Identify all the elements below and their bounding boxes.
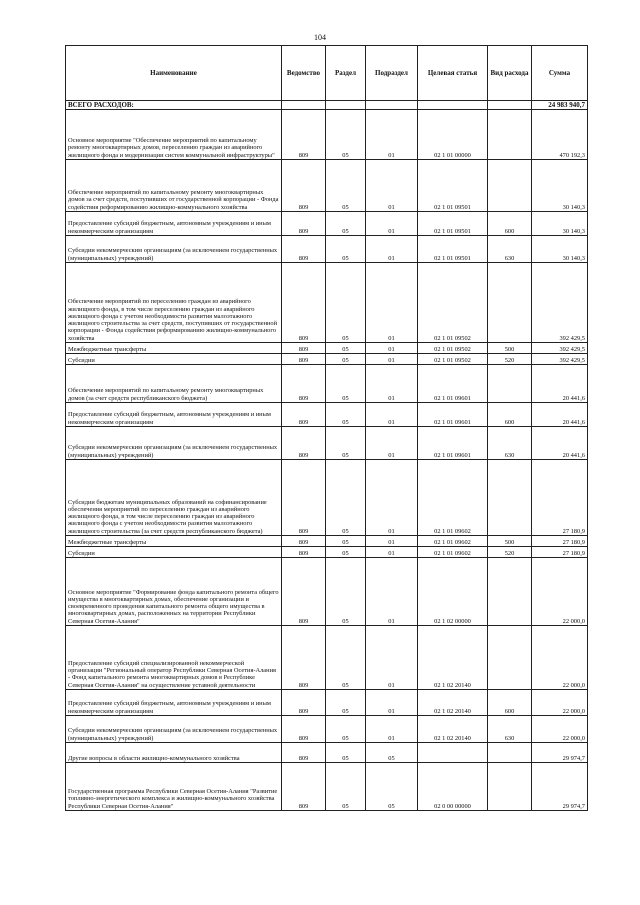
cell-name: Субсидии некоммерческим организациям (за исключением государственных (муниципальных) учреждений) [66, 716, 282, 743]
cell-razdel: 05 [326, 558, 366, 626]
cell-ved: 809 [282, 626, 326, 690]
cell-vid: 520 [488, 354, 532, 365]
cell-ved: 809 [282, 558, 326, 626]
cell-cel: 02 1 01 09501 [418, 212, 488, 236]
cell-vid [488, 160, 532, 212]
cell-vid: 630 [488, 236, 532, 263]
table-row [66, 160, 588, 212]
cell-cel [418, 101, 488, 110]
cell-ved: 809 [282, 690, 326, 716]
cell-razdel: 05 [326, 743, 366, 763]
table-row [66, 236, 588, 263]
table-row [66, 690, 588, 716]
cell-razdel [326, 101, 366, 110]
cell-podrazdel: 01 [366, 547, 418, 558]
cell-name: Обеспечение мероприятий по капитальному ремонту многоквартирных домов (за счет средств республиканского бюджета) [66, 365, 282, 403]
cell-vid: 630 [488, 716, 532, 743]
table-row [66, 763, 588, 811]
cell-vid: 630 [488, 427, 532, 460]
cell-podrazdel: 01 [366, 263, 418, 343]
cell-sum: 27 180,9 [532, 536, 588, 547]
cell-ved: 809 [282, 212, 326, 236]
table-row [66, 626, 588, 690]
cell-ved: 809 [282, 763, 326, 811]
table-row [66, 354, 588, 365]
header-sum: Сумма [532, 46, 588, 101]
cell-name: Предоставление субсидий бюджетным, автономным учреждениям и иным некоммерческим организациям [66, 212, 282, 236]
cell-name: Субсидии [66, 547, 282, 558]
cell-razdel: 05 [326, 263, 366, 343]
cell-cel [418, 743, 488, 763]
cell-ved: 809 [282, 343, 326, 354]
cell-sum: 392 429,5 [532, 354, 588, 365]
cell-cel: 02 1 01 09502 [418, 354, 488, 365]
total-row [66, 101, 588, 110]
cell-cel: 02 1 01 09602 [418, 536, 488, 547]
cell-razdel: 05 [326, 626, 366, 690]
cell-razdel: 05 [326, 110, 366, 160]
cell-ved: 809 [282, 536, 326, 547]
table-row [66, 343, 588, 354]
cell-podrazdel: 05 [366, 743, 418, 763]
cell-name: Субсидии некоммерческим организациям (за исключением государственных (муниципальных) учреждений) [66, 427, 282, 460]
cell-name: Другие вопросы в области жилищно-коммунального хозяйства [66, 743, 282, 763]
cell-name: Субсидии некоммерческим организациям (за исключением государственных (муниципальных) учреждений) [66, 236, 282, 263]
table-row [66, 558, 588, 626]
header-razdel: Раздел [326, 46, 366, 101]
cell-razdel: 05 [326, 365, 366, 403]
cell-name: Основное мероприятие "Обеспечение мероприятий по капитальному ремонту многоквартирных домов, переселению граждан из аварийного жилищного фонда и модернизации систем коммунальной инфраструктуры" [66, 110, 282, 160]
cell-name: Предоставление субсидий бюджетным, автономным учреждениям и иным некоммерческим организациям [66, 690, 282, 716]
header-cel: Целевая статья [418, 46, 488, 101]
cell-podrazdel: 01 [366, 558, 418, 626]
cell-cel: 02 1 01 09601 [418, 403, 488, 427]
cell-vid [488, 460, 532, 536]
cell-cel: 02 1 01 09601 [418, 365, 488, 403]
table-row [66, 460, 588, 536]
cell-podrazdel: 01 [366, 690, 418, 716]
cell-sum: 392 429,5 [532, 263, 588, 343]
cell-name: Предоставление субсидий бюджетным, автономным учреждениям и иным некоммерческим организациям [66, 403, 282, 427]
table-row [66, 403, 588, 427]
cell-vid [488, 110, 532, 160]
table-body [66, 101, 588, 811]
cell-sum: 20 441,6 [532, 365, 588, 403]
cell-podrazdel: 01 [366, 236, 418, 263]
page-number: 104 [314, 33, 326, 42]
cell-ved [282, 101, 326, 110]
cell-vid [488, 101, 532, 110]
cell-podrazdel: 01 [366, 212, 418, 236]
cell-ved: 809 [282, 716, 326, 743]
cell-sum: 392 429,5 [532, 343, 588, 354]
cell-name: Субсидии бюджетам муниципальных образований на софинансирование обеспечения мероприятий по переселению граждан из аварийного жилищного фонда, в том числе переселению граждан из аварийного жилищного фонда с учетом необходимости развития малоэтажного жилищного строительства (за счет средств республиканского бюджета) [66, 460, 282, 536]
cell-ved: 809 [282, 354, 326, 365]
cell-podrazdel: 01 [366, 460, 418, 536]
cell-razdel: 05 [326, 343, 366, 354]
cell-vid [488, 558, 532, 626]
cell-sum: 22 000,0 [532, 558, 588, 626]
cell-podrazdel: 01 [366, 427, 418, 460]
cell-vid: 500 [488, 343, 532, 354]
cell-cel: 02 1 01 09501 [418, 236, 488, 263]
cell-vid: 600 [488, 212, 532, 236]
cell-cel: 02 1 01 09602 [418, 460, 488, 536]
cell-cel: 02 1 02 20140 [418, 716, 488, 743]
cell-name: Межбюджетные трансферты [66, 343, 282, 354]
cell-sum: 30 140,3 [532, 236, 588, 263]
cell-vid: 600 [488, 403, 532, 427]
cell-podrazdel: 01 [366, 354, 418, 365]
table-row [66, 547, 588, 558]
cell-vid: 500 [488, 536, 532, 547]
cell-sum: 20 441,6 [532, 427, 588, 460]
table-row [66, 263, 588, 343]
table-row [66, 365, 588, 403]
cell-razdel: 05 [326, 403, 366, 427]
cell-ved: 809 [282, 460, 326, 536]
table-row [66, 110, 588, 160]
cell-cel: 02 1 02 20140 [418, 626, 488, 690]
cell-name: Обеспечение мероприятий по капитальному ремонту многоквартирных домов за счет средств, поступивших от государственной корпорации - Фонда содействия реформированию жилищно-коммунального хозяйства [66, 160, 282, 212]
cell-sum: 22 000,0 [532, 716, 588, 743]
cell-name: Предоставление субсидий специализированной некоммерческой организации "Региональный оператор Республики Северная Осетия-Алания - Фонд капитального ремонта многоквартирных домов в Республике Северная Осетия-Алания" на осуществление уставной деятельности [66, 626, 282, 690]
cell-sum: 29 974,7 [532, 743, 588, 763]
cell-cel: 02 1 02 00000 [418, 558, 488, 626]
cell-vid [488, 743, 532, 763]
header-name: Наименование [66, 46, 282, 101]
cell-razdel: 05 [326, 547, 366, 558]
cell-name: Межбюджетные трансферты [66, 536, 282, 547]
cell-sum: 30 140,3 [532, 212, 588, 236]
cell-vid: 600 [488, 690, 532, 716]
cell-razdel: 05 [326, 690, 366, 716]
cell-ved: 809 [282, 547, 326, 558]
cell-ved: 809 [282, 263, 326, 343]
cell-podrazdel: 05 [366, 763, 418, 811]
cell-name: Субсидии [66, 354, 282, 365]
header-vid: Вид расхода [488, 46, 532, 101]
cell-cel: 02 1 01 09602 [418, 547, 488, 558]
budget-table [65, 45, 588, 811]
cell-podrazdel [366, 101, 418, 110]
cell-podrazdel: 01 [366, 626, 418, 690]
table-row [66, 427, 588, 460]
cell-sum: 27 180,9 [532, 547, 588, 558]
table-row [66, 716, 588, 743]
cell-podrazdel: 01 [366, 160, 418, 212]
cell-podrazdel: 01 [366, 536, 418, 547]
cell-vid [488, 365, 532, 403]
cell-razdel: 05 [326, 212, 366, 236]
cell-cel: 02 1 01 00000 [418, 110, 488, 160]
cell-sum: 29 974,7 [532, 763, 588, 811]
cell-ved: 809 [282, 236, 326, 263]
cell-name: Основное мероприятие "Формирование фонда капитального ремонта общего имущества в многоквартирных домах, обеспечение организации и своевременного проведения капитального ремонта общего имущества в многоквартирных домах, расположенных на территории Республики Северная Осетия-Алания" [66, 558, 282, 626]
cell-sum: 20 441,6 [532, 403, 588, 427]
cell-podrazdel: 01 [366, 403, 418, 427]
cell-vid: 520 [488, 547, 532, 558]
cell-ved: 809 [282, 403, 326, 427]
cell-razdel: 05 [326, 236, 366, 263]
cell-cel: 02 1 01 09502 [418, 343, 488, 354]
cell-name: ВСЕГО РАСХОДОВ: [66, 101, 282, 110]
header-ved: Ведомство [282, 46, 326, 101]
cell-cel: 02 1 01 09502 [418, 263, 488, 343]
cell-podrazdel: 01 [366, 365, 418, 403]
header-podrazdel: Подраздел [366, 46, 418, 101]
cell-sum: 22 000,0 [532, 626, 588, 690]
cell-cel: 02 1 02 20140 [418, 690, 488, 716]
cell-ved: 809 [282, 365, 326, 403]
table-header-row [66, 46, 588, 101]
cell-razdel: 05 [326, 536, 366, 547]
cell-sum: 470 192,3 [532, 110, 588, 160]
cell-sum: 22 000,0 [532, 690, 588, 716]
cell-vid [488, 626, 532, 690]
table-row [66, 743, 588, 763]
cell-cel: 02 1 01 09601 [418, 427, 488, 460]
cell-podrazdel: 01 [366, 343, 418, 354]
cell-razdel: 05 [326, 160, 366, 212]
cell-podrazdel: 01 [366, 716, 418, 743]
cell-name: Государственная программа Республики Северная Осетия-Алания "Развитие топливно-энергетического комплекса и жилищно-коммунального хозяйства Республики Северная Осетия-Алания" [66, 763, 282, 811]
cell-razdel: 05 [326, 460, 366, 536]
table-row [66, 212, 588, 236]
cell-cel: 02 1 01 09501 [418, 160, 488, 212]
cell-ved: 809 [282, 427, 326, 460]
cell-razdel: 05 [326, 427, 366, 460]
cell-sum: 27 180,9 [532, 460, 588, 536]
cell-razdel: 05 [326, 716, 366, 743]
cell-ved: 809 [282, 743, 326, 763]
cell-ved: 809 [282, 110, 326, 160]
table-row [66, 536, 588, 547]
cell-cel: 02 0 00 00000 [418, 763, 488, 811]
cell-podrazdel: 01 [366, 110, 418, 160]
cell-razdel: 05 [326, 354, 366, 365]
cell-sum: 24 983 940,7 [532, 101, 588, 110]
cell-vid [488, 763, 532, 811]
cell-vid [488, 263, 532, 343]
cell-razdel: 05 [326, 763, 366, 811]
cell-ved: 809 [282, 160, 326, 212]
cell-sum: 30 140,3 [532, 160, 588, 212]
cell-name: Обеспечение мероприятий по переселению граждан из аварийного жилищного фонда, в том числе переселению граждан из аварийного жилищного фонда с учетом необходимости развития малоэтажного жилищного строительства за счет средств, поступивших от государственной корпорации - Фонда содействия реформированию жилищно-коммунального хозяйства [66, 263, 282, 343]
